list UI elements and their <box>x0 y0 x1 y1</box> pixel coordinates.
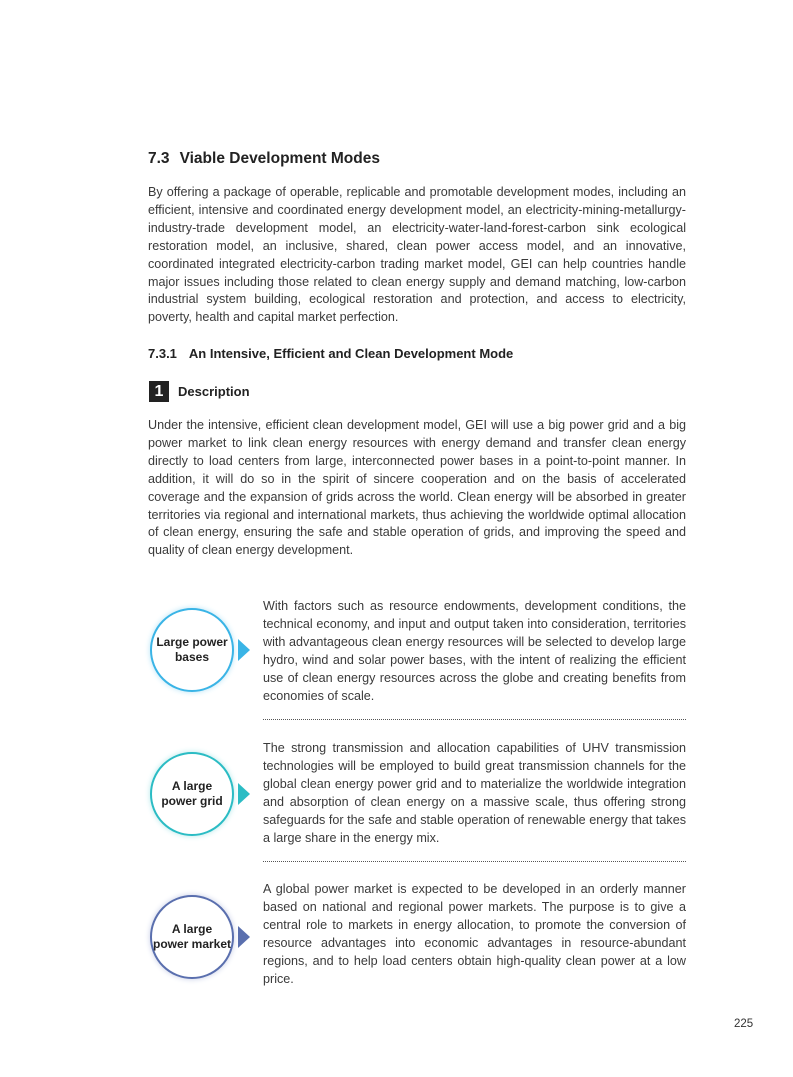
intro-paragraph: By offering a package of operable, replicable and promotable development modes, including an efficient, intensive and coordinated energy development model, an electricity-mining-metallurgy-industry-trade development model, an electricity-water-land-forest-carbon sink ecological restoration model, an inclusive, shared, clean power access model, and an innovative, coordinated integrated electricity-carbon trading market model, GEI can help countries handle major issues including those related to clean energy supply and demand matching, low-carbon industrial system building, ecological restoration and protection, and access to electricity, poverty, health and capital market perfection. <box>148 185 686 325</box>
subsection-title: An Intensive, Efficient and Clean Development Mode <box>188 346 514 361</box>
item-text: With factors such as resource endowments, development conditions, the technical economy, and input and output taken into consideration, territories with advantageous clean energy resources will be selected to develop large hydro, wind and solar power bases, with the intent of realizing the efficient use of clean energy resources across the globe and creating benefits from economies of scale. <box>263 599 686 703</box>
item-circle <box>150 752 234 836</box>
item-label-line1: A large <box>171 922 213 936</box>
description-paragraph: Under the intensive, efficient clean development model, GEI will use a big power grid and a big power market to link clean energy resources with energy demand and transfer clean energy directly to load centers from large, interconnected power bases in a point-to-point manner. In addition, it will do so in the spirit of sincere cooperation and on the basis of accelerated coverage and the expansion of grids across the world. Clean energy will be absorbed in greater territories via regional and international markets, thus achieving the worldwide optimal allocation of clean energy, ensuring the safe and stable operation of grids, and improving the speed and quality of clean energy development. <box>148 418 686 558</box>
section-number: 7.3 <box>148 150 170 167</box>
dotted-divider <box>263 719 686 720</box>
item-label-line2: power market <box>152 937 232 951</box>
item-label-line2: power grid <box>161 794 223 808</box>
item-label-line2: bases <box>174 650 209 664</box>
number-badge: 1 <box>149 381 169 402</box>
item-circle <box>150 895 234 979</box>
description-label: Description <box>178 384 250 399</box>
section-heading <box>148 150 380 168</box>
list-item-large-power-market <box>148 881 688 991</box>
arrow-right-icon <box>238 639 250 661</box>
item-text: The strong transmission and allocation capabilities of UHV transmission technologies will be employed to build great transmission channels for the global clean energy power grid and to materialize the worldwide integration and absorption of clean energy on a massive scale, thus offering strong safeguards for the safe and stable operation of renewable energy that takes a large share in the energy mix. <box>263 741 686 845</box>
list-item-large-power-bases <box>148 598 688 728</box>
subsection-number: 7.3.1 <box>148 346 177 361</box>
arrow-right-icon <box>238 783 250 805</box>
list-item-large-power-grid <box>148 740 688 870</box>
item-label-line1: A large <box>171 779 213 793</box>
description-heading <box>149 381 250 402</box>
item-text: A global power market is expected to be developed in an orderly manner based on national and regional power markets. The purpose is to give a central role to markets in energy allocation, to promote the conversion of resource advantages into economic advantages in resource-abundant regions, and to help load centers obtain high-quality clean power at a low price. <box>263 882 686 986</box>
item-label-line1: Large power <box>156 635 228 649</box>
page-number: 225 <box>734 1018 754 1030</box>
dotted-divider <box>263 861 686 862</box>
arrow-right-icon <box>238 926 250 948</box>
subsection-heading <box>148 346 513 361</box>
section-title: Viable Development Modes <box>179 150 380 167</box>
item-circle <box>150 608 234 692</box>
